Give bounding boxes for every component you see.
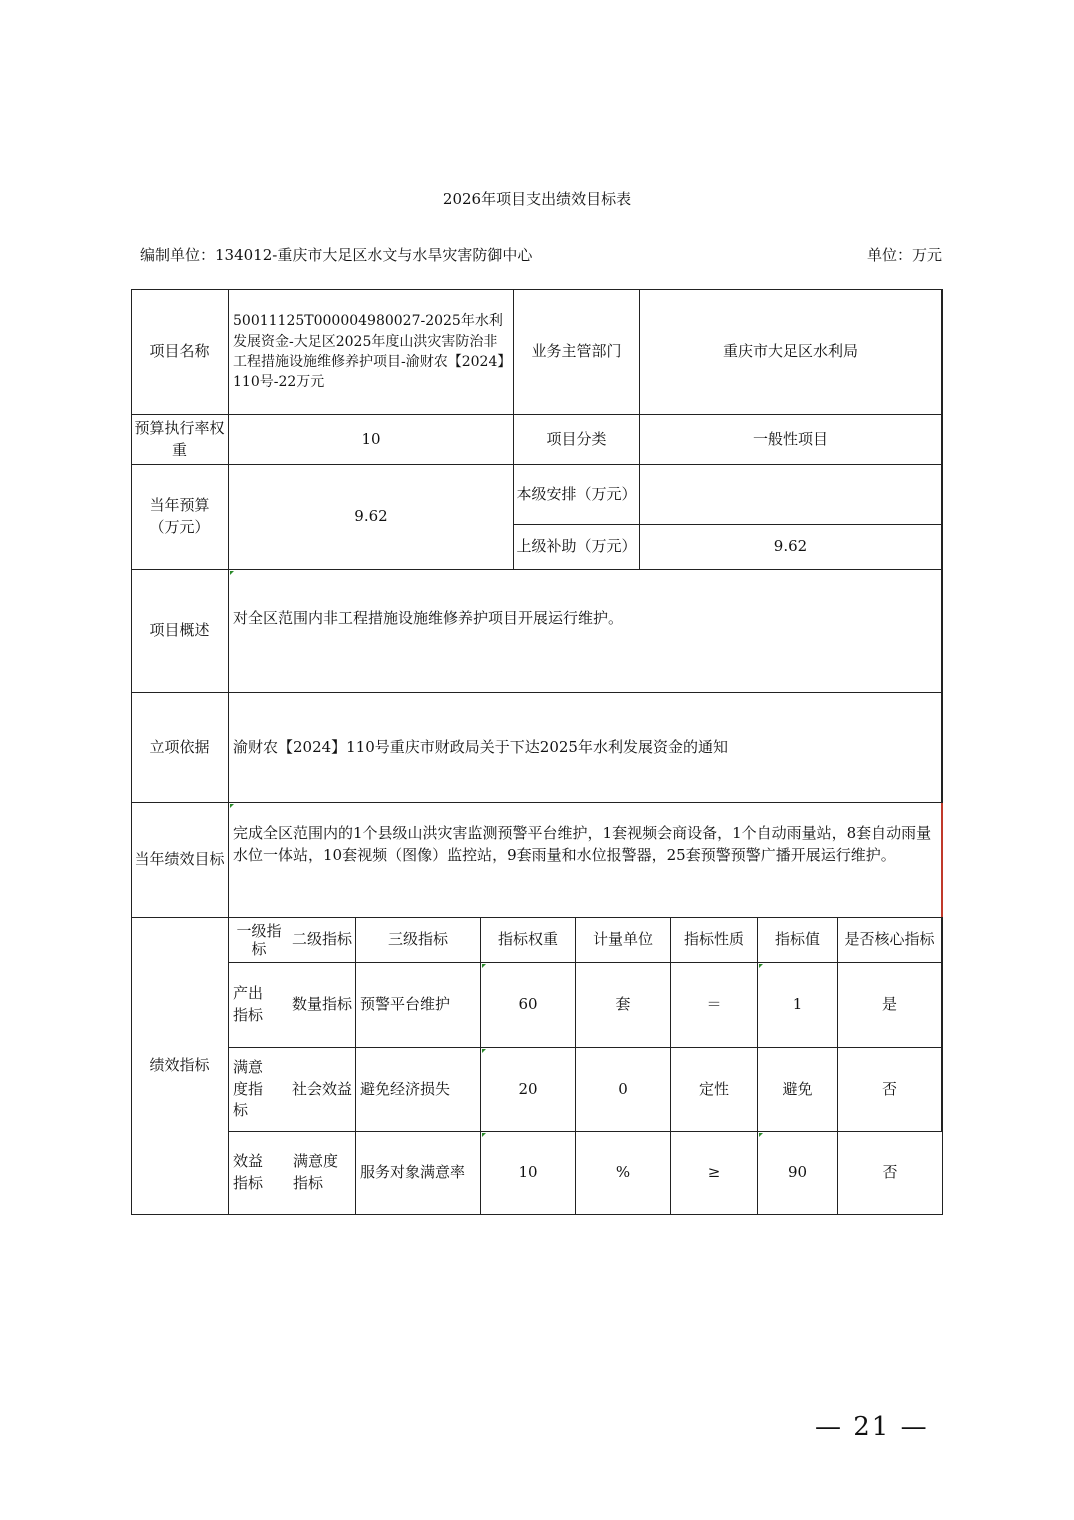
indicator-row-2-level3: 避免经济损失 xyxy=(356,1048,481,1132)
indicator-row-3-value: 90 xyxy=(758,1132,838,1214)
indicator-row-3-level2: 满意度指标 xyxy=(289,1132,356,1214)
comment-marker xyxy=(230,571,234,575)
indicator-row-2-unit: 0 xyxy=(576,1048,671,1132)
comment-marker xyxy=(482,1049,486,1053)
page-number: — 21 — xyxy=(815,1412,929,1442)
indicator-row-3-core: 否 xyxy=(882,1163,898,1182)
own-arrangement-value xyxy=(640,465,942,525)
indicator-row-2-value: 避免 xyxy=(758,1048,838,1132)
indicator-row-1-nature: ＝ xyxy=(671,963,758,1048)
indicator-row-2-nature: 定性 xyxy=(671,1048,758,1132)
comment-marker xyxy=(482,1133,486,1137)
indicator-row-1-unit: 套 xyxy=(576,963,671,1048)
basis-value: 渝财农【2024】110号重庆市财政局关于下达2025年水利发展资金的通知 xyxy=(229,693,942,803)
indicator-row-1-level3: 预警平台维护 xyxy=(356,963,481,1048)
comment-marker xyxy=(230,804,234,808)
category-value: 一般性项目 xyxy=(640,415,942,465)
budget-label: 当年预算（万元） xyxy=(131,465,229,570)
comment-marker xyxy=(759,1133,763,1137)
project-name-label: 项目名称 xyxy=(131,290,229,415)
indicator-row-3-nature: ≥ xyxy=(671,1132,758,1214)
header-value: 指标值 xyxy=(758,918,838,963)
project-name-value: 50011125T000004980027-2025年水利发展资金-大足区2025年度山洪灾害防治非工程措施设施维修养护项目-渝财农【2024】110号-22万元 xyxy=(229,290,514,415)
indicator-row-3-weight: 10 xyxy=(481,1132,576,1214)
header-level2: 二级指标 xyxy=(289,918,356,963)
goal-value: 完成全区范围内的1个县级山洪灾害监测预警平台维护，1套视频会商设备，1个自动雨量站，8套自动雨量水位一体站，10套视频（图像）监控站，9套雨量和水位报警器，25套预警预警广播开展运行维护。 xyxy=(229,803,942,918)
indicator-row-1-level1: 产出指标 xyxy=(229,963,289,1048)
dept-label: 业务主管部门 xyxy=(514,290,640,415)
indicator-row-3-level3: 服务对象满意率 xyxy=(356,1132,481,1214)
goal-label: 当年绩效目标 xyxy=(131,803,229,918)
dept-value: 重庆市大足区水利局 xyxy=(640,290,942,415)
indicator-row-2-weight: 20 xyxy=(481,1048,576,1132)
indicator-row-1-weight: 60 xyxy=(481,963,576,1048)
unit-label: 单位：万元 xyxy=(866,246,942,264)
budget-value: 9.62 xyxy=(229,465,514,570)
upper-subsidy-value: 9.62 xyxy=(640,525,942,570)
indicator-row-2-level2: 社会效益 xyxy=(289,1048,356,1132)
indicator-row-3-unit: % xyxy=(576,1132,671,1214)
page-title: 2026年项目支出绩效目标表 xyxy=(442,190,632,208)
overview-value: 对全区范围内非工程措施设施维修养护项目开展运行维护。 xyxy=(229,570,942,693)
red-border-edge xyxy=(941,803,943,917)
indicator-row-1-level2: 数量指标 xyxy=(289,963,356,1048)
header-level3: 三级指标 xyxy=(356,918,481,963)
comment-marker xyxy=(482,964,486,968)
basis-label: 立项依据 xyxy=(131,693,229,803)
own-arrangement-label: 本级安排（万元） xyxy=(514,465,640,525)
perf-label: 绩效指标 xyxy=(131,918,229,1214)
indicator-row-1-value: 1 xyxy=(758,963,838,1048)
weight-label: 预算执行率权重 xyxy=(131,415,229,465)
indicator-row-2-level1: 满意度指标 xyxy=(229,1048,289,1132)
header-nature: 指标性质 xyxy=(671,918,758,963)
overview-label: 项目概述 xyxy=(131,570,229,693)
org-label: 编制单位：134012-重庆市大足区水文与水旱灾害防御中心 xyxy=(140,246,533,264)
comment-marker xyxy=(759,964,763,968)
indicator-row-1-core: 是 xyxy=(838,963,942,1048)
header-level1: 一级指标 xyxy=(229,918,289,963)
header-unit: 计量单位 xyxy=(576,918,671,963)
indicator-row-2-core: 否 xyxy=(838,1048,942,1132)
header-weight: 指标权重 xyxy=(481,918,576,963)
category-label: 项目分类 xyxy=(514,415,640,465)
header-core: 是否核心指标 xyxy=(838,918,942,963)
upper-subsidy-label: 上级补助（万元） xyxy=(514,525,640,570)
indicator-row-3-level1: 效益指标 xyxy=(233,1152,264,1192)
weight-value: 10 xyxy=(229,415,514,465)
